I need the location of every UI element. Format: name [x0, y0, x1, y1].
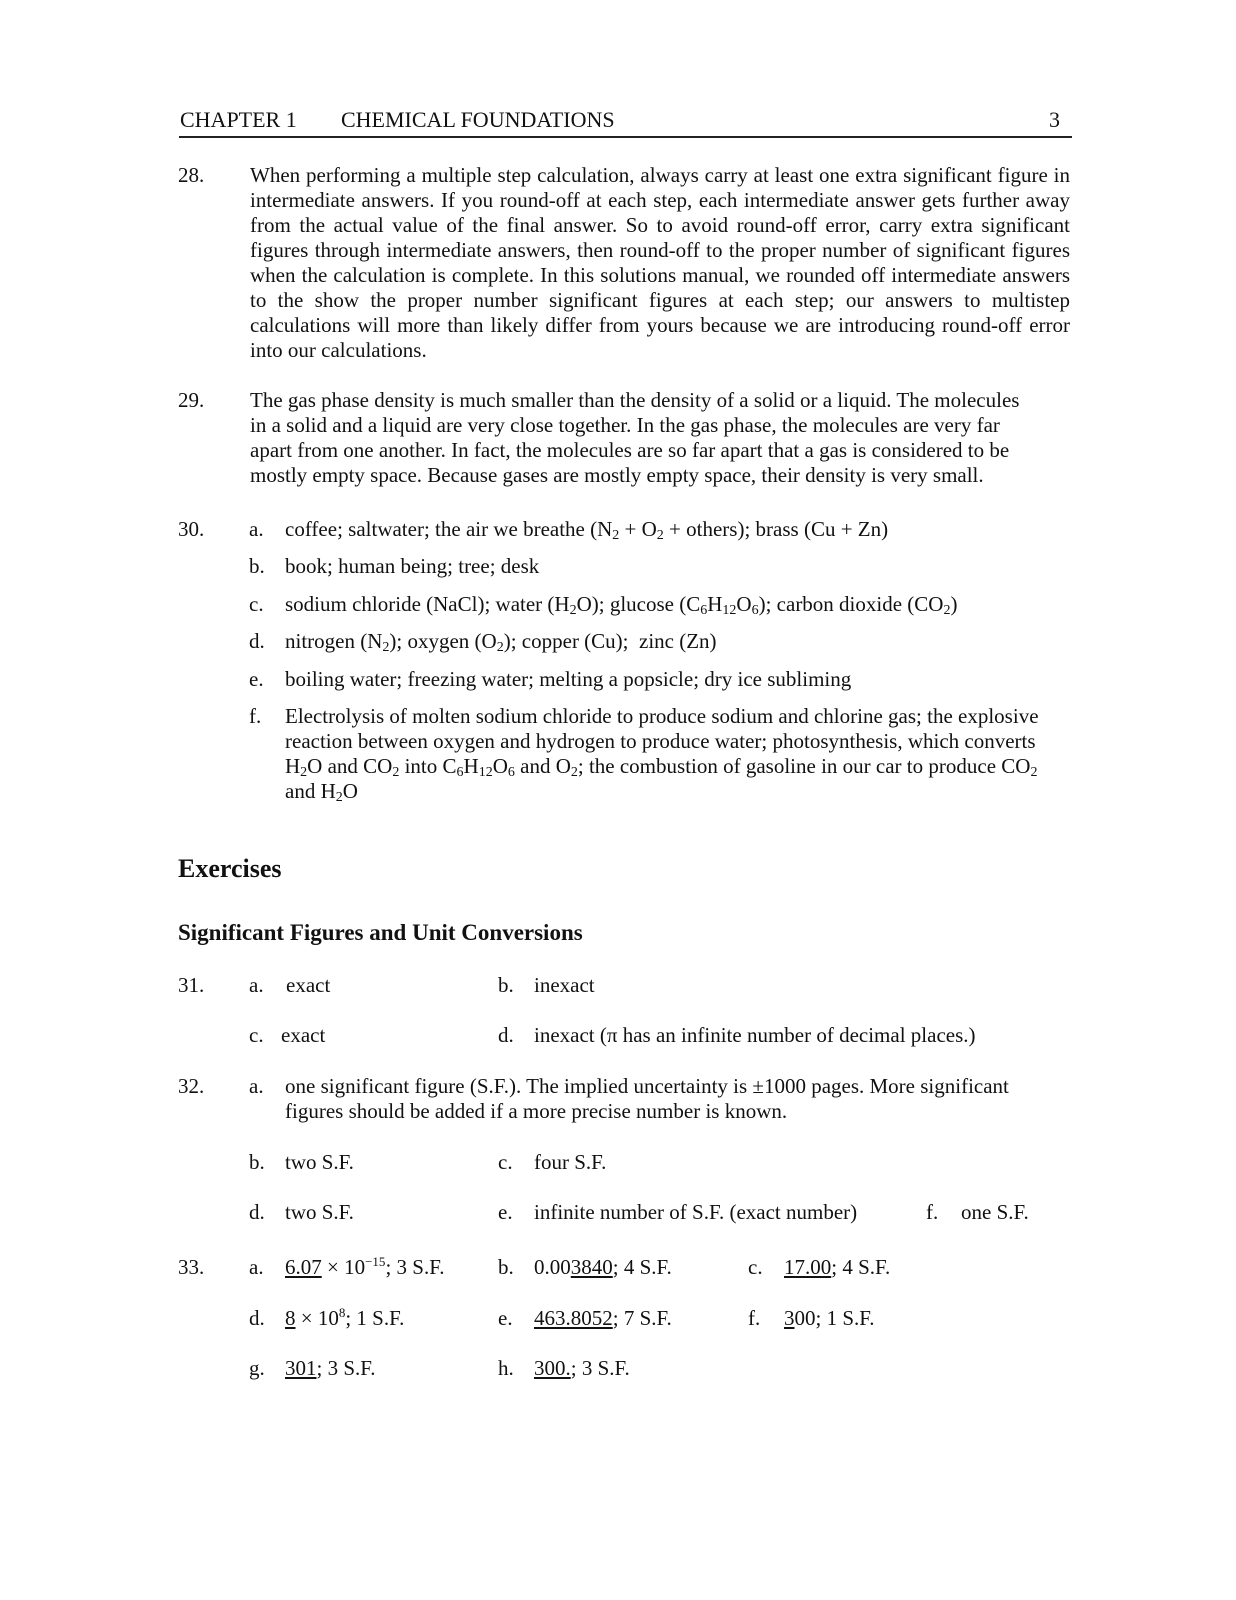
item-letter: b. — [498, 973, 514, 997]
question-30d-answer: nitrogen $(N_2)$; oxygen $(O_2)$; copper (Cu); zinc (Zn) — [285, 629, 717, 655]
question-30-number: 30. — [178, 517, 205, 541]
item-letter: c. — [748, 1255, 763, 1279]
question-32f-answer: one S.F. — [961, 1200, 1029, 1224]
item-letter: c. — [249, 1023, 264, 1047]
question-28-number: 28. — [178, 163, 205, 187]
answer-line: in a solid and a liquid are very close together. In the gas phase, the molecules are very far — [250, 413, 1000, 437]
question-31a-answer: exact — [286, 973, 331, 997]
question-31-number: 31. — [178, 973, 205, 997]
chapter-title: CHEMICAL FOUNDATIONS — [341, 107, 615, 132]
section-heading: Significant Figures and Unit Conversions — [178, 920, 583, 945]
item-letter: a. — [249, 1074, 264, 1098]
question-29-answer — [250, 388, 1070, 488]
question-32e-answer: infinite number of S.F. (exact number) — [534, 1200, 858, 1224]
item-letter: g. — [249, 1356, 265, 1380]
item-letter: f. — [249, 704, 262, 728]
question-33h-answer: 300.; 3 S.F. — [534, 1356, 630, 1380]
item-letter: a. — [249, 517, 264, 541]
question-30c-answer: sodium chloride (NaCl); water $(H_2O)$; glucose $(C_6H_{12}O_6)$; carbon dioxide $(CO_2)$ — [285, 592, 958, 618]
question-33d-answer: $8 \times 10^8$; 1 S.F. — [285, 1305, 405, 1330]
item-letter: c. — [498, 1150, 513, 1174]
question-33e-answer: 463.8052; 7 S.F. — [534, 1306, 672, 1330]
question-31d-answer: inexact (π has an infinite number of decimal places.) — [534, 1023, 976, 1047]
question-30a-answer: coffee; saltwater; the air we breathe ($N_2 + O_2$ + others); brass (Cu + Zn) — [285, 517, 889, 543]
answer-line: The gas phase density is much smaller than the density of a solid or a liquid. The molecules — [250, 388, 1020, 412]
question-30f-answer — [285, 704, 1071, 804]
answer-line: $H_2O$ and $CO_2$ into $C_6H_{12}O_6$ and $O_2$; the combustion of gasoline in our car to produce $CO_2$ — [285, 754, 1038, 780]
item-letter: h. — [498, 1356, 514, 1380]
item-letter: e. — [249, 667, 264, 691]
question-32a-answer — [285, 1074, 1071, 1124]
item-letter: d. — [249, 629, 265, 653]
item-letter: b. — [249, 554, 265, 578]
answer-line: figures should be added if a more precise number is known. — [285, 1099, 788, 1123]
item-letter: c. — [249, 592, 264, 616]
page-header — [180, 107, 1072, 137]
item-letter: d. — [249, 1306, 265, 1330]
header-rule — [179, 136, 1072, 138]
question-31b-answer: inexact — [534, 973, 595, 997]
item-letter: a. — [249, 973, 264, 997]
question-32-number: 32. — [178, 1074, 205, 1098]
page-number: 3 — [1049, 107, 1060, 132]
question-30e-answer: boiling water; freezing water; melting a popsicle; dry ice subliming — [285, 667, 852, 691]
answer-line: mostly empty space. Because gases are mostly empty space, their density is very small. — [250, 463, 984, 487]
item-letter: b. — [498, 1255, 514, 1279]
answer-line: apart from one another. In fact, the molecules are so far apart that a gas is considered to be — [250, 438, 1010, 462]
answer-line: reaction between oxygen and hydrogen to produce water; photosynthesis, which converts — [285, 729, 1036, 753]
answer-line: Electrolysis of molten sodium chloride to produce sodium and chlorine gas; the explosive — [285, 704, 1039, 728]
exercises-heading: Exercises — [178, 854, 282, 883]
item-letter: a. — [249, 1255, 264, 1279]
question-33-number: 33. — [178, 1255, 205, 1279]
item-letter: f. — [748, 1306, 761, 1330]
item-letter: d. — [249, 1200, 265, 1224]
item-letter: d. — [498, 1023, 514, 1047]
question-32c-answer: four S.F. — [534, 1150, 607, 1174]
question-31c-answer: exact — [281, 1023, 326, 1047]
item-letter: b. — [249, 1150, 265, 1174]
question-32b-answer: two S.F. — [285, 1150, 354, 1174]
question-33g-answer: 301; 3 S.F. — [285, 1356, 376, 1380]
question-33a-answer: $6.07 \times 10^{-15}$; 3 S.F. — [285, 1254, 445, 1279]
question-33c-answer: 17.00; 4 S.F. — [784, 1255, 891, 1279]
answer-line: one significant figure (S.F.). The implied uncertainty is ±1000 pages. More significant — [285, 1074, 1009, 1098]
chapter-label: CHAPTER 1 — [180, 107, 297, 132]
question-33b-answer: 0.003840; 4 S.F. — [534, 1255, 672, 1279]
item-letter: e. — [498, 1306, 513, 1330]
item-letter: e. — [498, 1200, 513, 1224]
question-32d-answer: two S.F. — [285, 1200, 354, 1224]
question-30b-answer: book; human being; tree; desk — [285, 554, 540, 578]
answer-line: and $H_2O$ — [285, 779, 358, 805]
question-29-number: 29. — [178, 388, 205, 412]
question-28-answer: When performing a multiple step calculation, always carry at least one extra significant figure in intermediate answers. If you round-off at each step, each intermediate answer gets further away from the actual value of the final answer. So to avoid round-off error, carry extra significant figures through intermediate answers, then round-off to the proper number of significant figures when the calculation is complete. In this solutions manual, we rounded off intermediate answers to the show the proper number significant figures at each step; our answers to multistep calculations will more than likely differ from yours because we are introducing round-off error into our calculations. — [250, 163, 1070, 362]
item-letter: f. — [926, 1200, 939, 1224]
question-33f-answer: 300; 1 S.F. — [784, 1306, 875, 1330]
